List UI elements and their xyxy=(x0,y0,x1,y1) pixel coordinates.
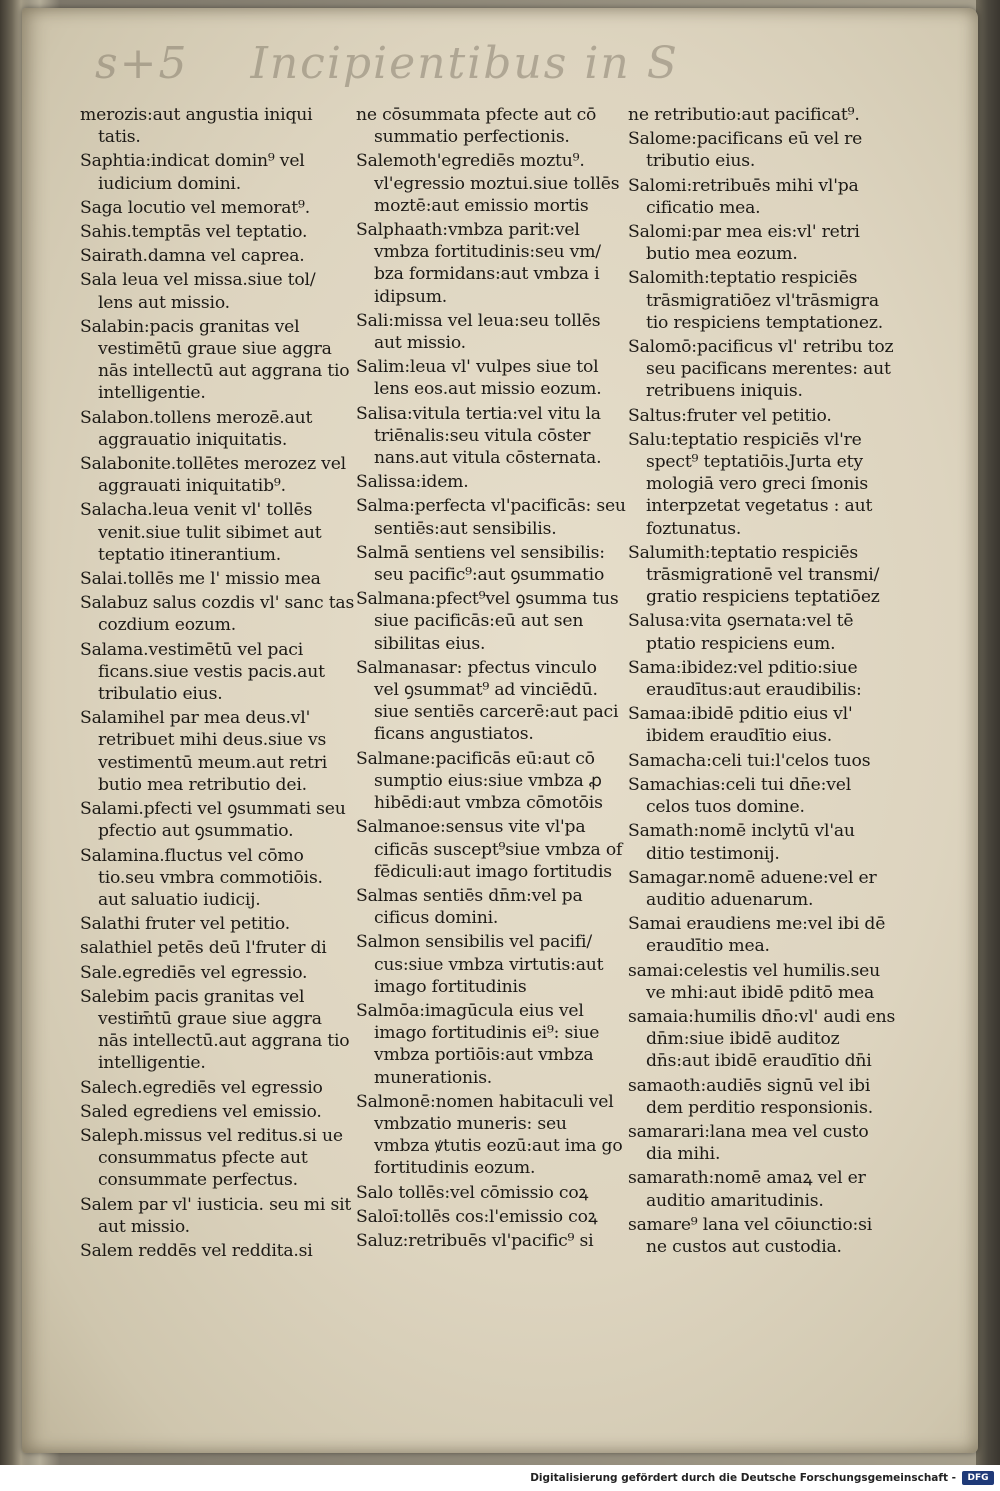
dfg-logo: DFG xyxy=(962,1471,994,1485)
glossary-entry: Salebim pacis granitas vel vestim̄tū graue siue aggra nās intellectū.aut aggrana tio intelligentie. xyxy=(80,986,350,1074)
glossary-entry: Salmon sensibilis vel pacifi/ cus:siue vmbza virtutis:aut imago fortitudinis xyxy=(356,932,604,997)
glossary-entry: Samath:nomē inclytū vl'au ditio testimonij. xyxy=(628,821,855,864)
glossary-entry: Salamina.fluctus vel cōmo tio.seu vmbra commotiōis. aut saluatio iudicij. xyxy=(80,845,323,910)
glossary-entry: samarath:nomē amaꝝ vel er auditio amaritudinis. xyxy=(628,1168,866,1211)
glossary-entry: Samagar.nomē aduene:vel er auditio aduenarum. xyxy=(628,867,877,910)
page-edge xyxy=(976,0,1000,1465)
glossary-entry: Salmas sentiēs dn̄m:vel pa cificus domini. xyxy=(356,885,583,929)
glossary-entry: Sale.egrediēs vel egressio. xyxy=(80,962,308,983)
glossary-entry: Salome:pacificans eū vel re tributio eius. xyxy=(628,129,863,172)
glossary-entry: Salmā sentiens vel sensibilis: seu pacific⁹:aut ꝯsummatio xyxy=(356,542,605,586)
glossary-entry: Salamihel par mea deus.vl' retribuet mihi deus.siue vs vestimentū meum.aut retri butio mea retributio dei. xyxy=(80,708,328,795)
glossary-entry: Salech.egrediēs vel egressio xyxy=(80,1077,323,1098)
glossary-entry: Salmonē:nomen habitaculi vel vmbzatio muneris: seu vmbza ꝟtutis eozū:aut ima go fortitudinis eozum. xyxy=(356,1091,623,1179)
glossary-entry: Salabuz salus cozdis vl' sanc tas cozdium eozum. xyxy=(80,593,355,636)
glossary-entry: salathiel petēs deū l'fruter di xyxy=(80,938,327,959)
glossary-entry: Salai.tollēs me l' missio mea xyxy=(80,569,321,590)
glossary-entry: Sala leua vel missa.siue tol/ lens aut missio. xyxy=(80,270,316,313)
glossary-entry: ne retributio:aut pacificat⁹. xyxy=(628,105,860,125)
glossary-entry: Salphaath:vmbza parit:vel vmbza fortitudinis:seu vm/ bza formidans:aut vmbza i idipsum. xyxy=(356,220,601,307)
glossary-entry: Salusa:vita ꝯsernata:vel tē ptatio respiciens eum. xyxy=(628,611,854,654)
glossary-entry: Salabin:pacis granitas vel vestimētū graue siue aggra nās intellectū aut aggrana tio intelligentie. xyxy=(80,316,350,404)
glossary-entry: Salacha.leua venit vl' tollēs venit.siue tulit sibimet aut teptatio itinerantium. xyxy=(80,500,322,565)
glossary-entry: Salma:perfecta vl'pacificās: seu sentiēs:aut sensibilis. xyxy=(356,496,626,539)
folio-mark: s+5 xyxy=(95,38,189,89)
glossary-entry: Salmōa:imagūcula eius vel imago fortitudinis ei⁹: siue vmbza portiōis:aut vmbza munerationis. xyxy=(356,1000,600,1088)
glossary-entry: Samaa:ibidē pditio eius vl' ibidem eraudītio eius. xyxy=(628,704,853,747)
glossary-entry: Salomith:teptatio respiciēs trāsmigratiōez vl'trāsmigra tio respiciens temptationez. xyxy=(628,268,884,333)
glossary-entry: Salem reddēs vel reddita.si xyxy=(80,1240,313,1261)
glossary-entry: samai:celestis vel humilis.seu ve mhi:aut ibidē pditō mea xyxy=(628,960,880,1003)
glossary-entry: Saloī:tollēs cos:l'emissio coꝝ xyxy=(356,1206,598,1227)
glossary-entry: Salomō:pacificus vl' retribu toz seu pacificans merentes: aut retribuens iniquis. xyxy=(628,337,894,402)
text-column-2 xyxy=(356,104,626,1254)
glossary-entry: Saga locutio vel memorat⁹. xyxy=(80,197,310,218)
glossary-entry: Saled egrediens vel emissio. xyxy=(80,1101,322,1122)
glossary-entry: Salabon.tollens merozē.aut aggrauatio iniquitatis. xyxy=(80,407,313,450)
glossary-entry: Salisa:vitula tertia:vel vitu la triēnalis:seu vitula cōster nans.aut vitula cōsternata. xyxy=(356,403,602,469)
glossary-entry: Saphtia:indicat domin⁹ vel iudicium domini. xyxy=(80,151,305,194)
digitization-footer xyxy=(0,1465,1000,1491)
glossary-entry: Salmane:pacificās eū:aut cō sumptio eius:siue vmbza ꝓ hibēdi:aut vmbza cōmotōis xyxy=(356,748,603,814)
glossary-entry: Salumith:teptatio respiciēs trāsmigrationē vel transmi/ gratio respiciens teptatiōez xyxy=(628,542,880,608)
glossary-entry: Salomi:par mea eis:vl' retri butio mea eozum. xyxy=(628,222,860,265)
text-column-1 xyxy=(80,104,355,1264)
glossary-entry: Salmanasar: pfectus vinculo vel ꝯsummat⁹ ad vinciēdū. siue sentiēs carcerē:aut paci ficans angustiatos. xyxy=(356,657,619,745)
glossary-entry: merozis:aut angustia iniqui tatis. xyxy=(80,105,313,148)
glossary-entry: samaia:humilis dn̄o:vl' audi ens dn̄m:siue ibidē auditoz dn̄s:aut ibidē eraudītio dn̄i xyxy=(628,1006,896,1072)
glossary-entry: Salama.vestimētū vel paci ficans.siue vestis pacis.aut tribulatio eius. xyxy=(80,639,325,705)
glossary-entry: samare⁹ lana vel cōiunctio:si ne custos aut custodia. xyxy=(628,1214,873,1257)
text-column-3 xyxy=(628,104,896,1260)
glossary-entry: Salabonite.tollētes merozez vel aggrauati iniquitatib⁹. xyxy=(80,454,346,497)
glossary-entry: Salu:teptatio respiciēs vl're spect⁹ teptatiōis.Jurta ety mologiā vero greci ſmonis interpzetat vegetatus : aut foztunatus. xyxy=(628,429,873,539)
glossary-entry: Samai eraudiens me:vel ibi dē eraudītio mea. xyxy=(628,914,886,957)
glossary-entry: Salathi fruter vel petitio. xyxy=(80,914,291,935)
running-head-title: Incipientibus in S xyxy=(250,38,679,89)
glossary-entry: Salmana:pfect⁹vel ꝯsumma tus siue pacificās:eū aut sen sibilitas eius. xyxy=(356,589,619,654)
glossary-entry: ne cōsummata pfecte aut cō summatio perfectionis. xyxy=(356,105,597,148)
glossary-entry: samaoth:audiēs signū vel ibi dem perditio responsionis. xyxy=(628,1075,873,1118)
funding-credit: Digitalisierung gefördert durch die Deutsche Forschungsgemeinschaft - xyxy=(530,1472,956,1484)
glossary-entry: Salo tollēs:vel cōmissio coꝝ xyxy=(356,1182,589,1203)
glossary-entry: Samachias:celi tui dn̄e:vel celos tuos domine. xyxy=(628,774,852,818)
glossary-entry: Sali:missa vel leua:seu tollēs aut missio. xyxy=(356,310,601,354)
glossary-entry: Salem par vl' iusticia. seu mi sit aut missio. xyxy=(80,1194,352,1237)
glossary-entry: Salmanoe:sensus vite vl'pa cificās suscept⁹siue vmbza of fēdiculi:aut imago fortitudis xyxy=(356,817,623,882)
glossary-entry: Salomi:retribuēs mihi vl'pa cificatio mea. xyxy=(628,175,859,218)
glossary-entry: Saluz:retribuēs vl'pacific⁹ si xyxy=(356,1230,594,1251)
glossary-entry: Sama:ibidez:vel pditio:siue eraudītus:aut eraudibilis: xyxy=(628,657,862,701)
glossary-entry: Saleph.missus vel reditus.si ue consummatus pfecte aut consummate perfectus. xyxy=(80,1125,343,1191)
glossary-entry: Salim:leua vl' vulpes siue tol lens eos.aut missio eozum. xyxy=(356,357,602,400)
glossary-entry: Samacha:celi tui:l'celos tuos xyxy=(628,750,871,771)
glossary-entry: Salissa:idem. xyxy=(356,472,469,493)
glossary-entry: Sairath.damna vel caprea. xyxy=(80,246,305,267)
glossary-entry: Sahis.temptās vel teptatio. xyxy=(80,222,308,243)
glossary-entry: Saltus:fruter vel petitio. xyxy=(628,405,832,426)
running-head xyxy=(95,38,735,98)
glossary-entry: Salemoth'egrediēs moztu⁹. vl'egressio moztui.siue tollēs moztē:aut emissio mortis xyxy=(356,151,620,216)
glossary-entry: Salami.pfecti vel ꝯsummati seu pfectio aut ꝯsummatio. xyxy=(80,799,346,842)
glossary-entry: samarari:lana mea vel custo dia mihi. xyxy=(628,1121,869,1165)
